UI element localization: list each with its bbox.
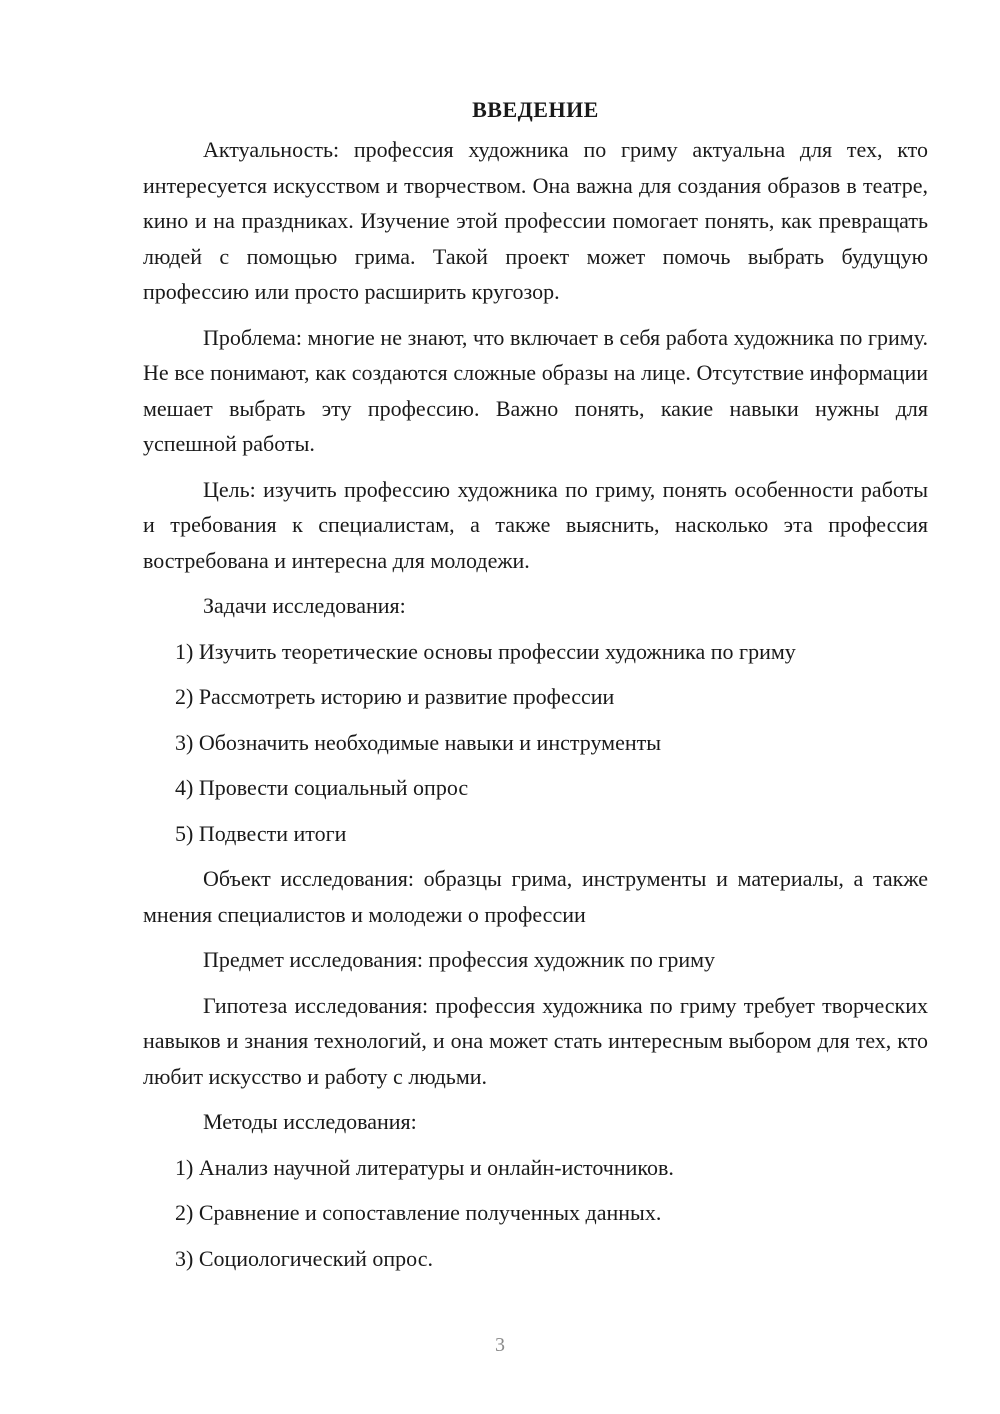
list-item: 2) Рассмотреть историю и развитие профессии [175, 684, 615, 709]
page-number: 3 [495, 1334, 505, 1356]
list-item: 5) Подвести итоги [175, 820, 347, 846]
relevance-paragraph: Актуальность: профессия художника по гриму актуальна для тех, кто интересуется искусством и творчеством. Она важна для создания образов в театре, кино и на праздниках. Изучение этой профессии помогает понять, как превращать людей с помощью грима. Такой проект может помочь выбрать будущую профессию или просто расширить кругозор. [143, 137, 928, 304]
problem-paragraph: Проблема: многие не знают, что включает в себя работа художника по гриму. Не все понимают, как создаются сложные образы на лице. Отсутствие информации мешает выбрать эту профессию. Важно понять, какие навыки нужны для успешной работы. [143, 324, 928, 456]
methods-label: Методы исследования: [203, 1109, 417, 1134]
hypothesis-paragraph: Гипотеза исследования: профессия художника по гриму требует творческих навыков и знания технологий, и она может стать интересным выбором для тех, кто любит искусство и работу с людьми. [143, 992, 928, 1089]
tasks-list [143, 634, 928, 852]
methods-list [143, 1150, 928, 1277]
page-title: ВВЕДЕНИЕ [472, 97, 599, 122]
list-item: 3) Социологический опрос. [175, 1245, 433, 1271]
list-item: 2) Сравнение и сопоставление полученных данных. [175, 1200, 662, 1225]
list-item: 3) Обозначить необходимые навыки и инструменты [175, 729, 662, 755]
subject-paragraph: Предмет исследования: профессия художник по гриму [203, 947, 716, 972]
goal-paragraph: Цель: изучить профессию художника по гриму, понять особенности работы и требования к специалистам, а также выяснить, насколько эта профессия востребована и интересна для молодежи. [143, 476, 928, 573]
list-item: 1) Анализ научной литературы и онлайн-источников. [175, 1154, 674, 1180]
tasks-label: Задачи исследования: [203, 593, 406, 618]
list-item: 4) Провести социальный опрос [175, 775, 469, 800]
document-page [143, 92, 928, 1276]
object-paragraph: Объект исследования: образцы грима, инструменты и материалы, а также мнения специалистов и молодежи о профессии [143, 866, 928, 927]
list-item: 1) Изучить теоретические основы профессии художника по гриму [175, 638, 796, 664]
